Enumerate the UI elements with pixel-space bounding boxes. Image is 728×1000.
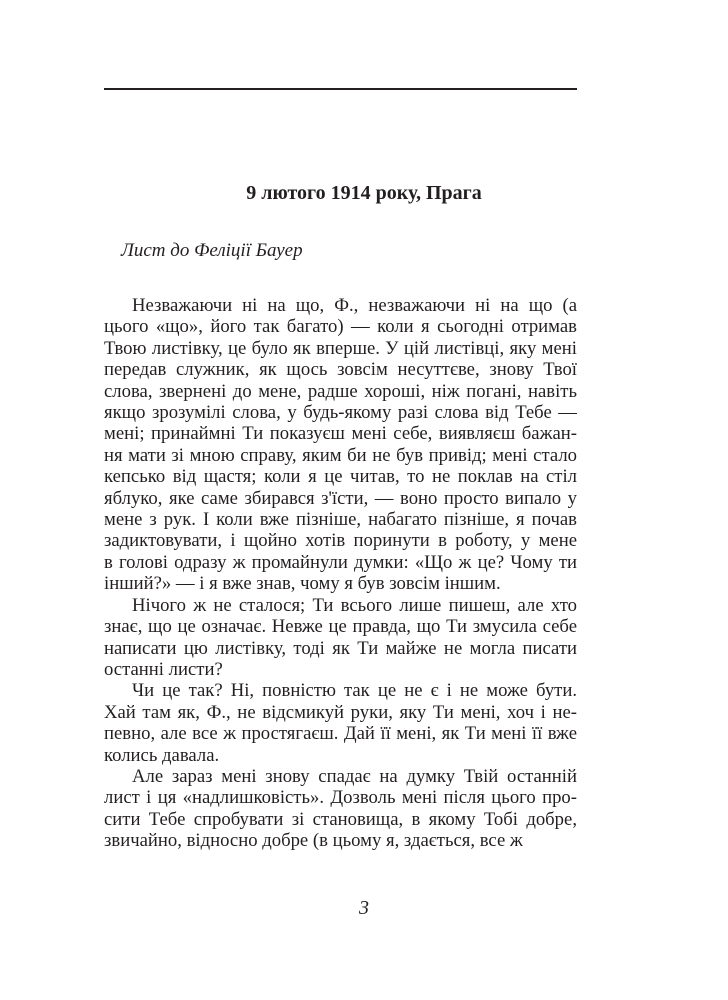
text-line: лист і ця «надлишковість». Дозволь мені після цього про- — [104, 787, 577, 809]
text-line: колись давала. — [104, 744, 220, 766]
top-rule — [104, 88, 577, 90]
text-line: якщо зрозумілі слова, у будь-якому разі слова від Тебе — — [104, 402, 577, 424]
text-line: Але зараз мені знову спадає на думку Твій останній — [132, 765, 577, 787]
text-line: яблуко, яке саме збирався з'їсти, — воно просто випало у — [104, 487, 577, 509]
body-text — [104, 295, 577, 852]
text-line: ня мати зі мною справу, яким би не був привід; мені стало — [104, 444, 577, 466]
text-line: цього «що», його так багато) — коли я сьогодні отримав — [104, 316, 577, 338]
text-line: кепсько від щастя; коли я це читав, то не поклав на стіл — [104, 466, 577, 488]
text-line: останні листи? — [104, 658, 223, 680]
letter-subtitle: Лист до Феліції Бауер — [121, 240, 303, 261]
text-line: Твою листівку, це було як вперше. У цій листівці, яку мені — [104, 337, 577, 359]
page-number: 3 — [359, 897, 369, 919]
text-line: Нічого ж не сталося; Ти всього лише пишеш, але хто — [132, 594, 577, 616]
page-heading: 9 лютого 1914 року, Прага — [246, 182, 482, 204]
paragraph — [104, 766, 577, 852]
text-line: певно, але все ж простягаєш. Дай її мені, як Ти мені її вже — [104, 723, 577, 745]
text-line: звичайно, відносно добре (в цьому я, здається, все ж — [104, 830, 523, 852]
paragraph — [104, 295, 577, 595]
text-line: Хай там як, Ф., не відсмикуй руки, яку Ти мені, хоч і не- — [104, 701, 577, 723]
text-line: написати цю листівку, тоді як Ти майже не могла писати — [104, 637, 577, 659]
text-line: сити Тебе спробувати зі становища, в якому Тобі добре, — [104, 808, 577, 830]
text-line: мені; принаймні Ти показуєш мені себе, виявляєш бажан- — [104, 423, 577, 445]
text-line: мене з рук. І коли вже пізніше, набагато пізніше, я почав — [104, 509, 577, 531]
text-line: слова, звернені до мене, радше хороші, ніж погані, навіть — [104, 380, 577, 402]
text-line: Незважаючи ні на що, Ф., незважаючи ні на що (а — [132, 295, 577, 316]
paragraph — [104, 680, 577, 766]
text-line: в голові одразу ж промайнули думки: «Що ж це? Чому ти — [104, 551, 577, 573]
text-line: Чи це так? Ні, повністю так це не є і не може бути. — [132, 680, 577, 702]
text-line: знає, що це означає. Невже це правда, що Ти змусила себе — [104, 616, 577, 638]
text-line: задиктовувати, і щойно хотів поринути в роботу, у мене — [104, 530, 577, 552]
text-line: інший?» — і я вже знав, чому я був зовсім іншим. — [104, 573, 501, 595]
text-line: передав служник, як щось зовсім несуттєве, знову Твої — [104, 359, 577, 381]
paragraph — [104, 595, 577, 681]
